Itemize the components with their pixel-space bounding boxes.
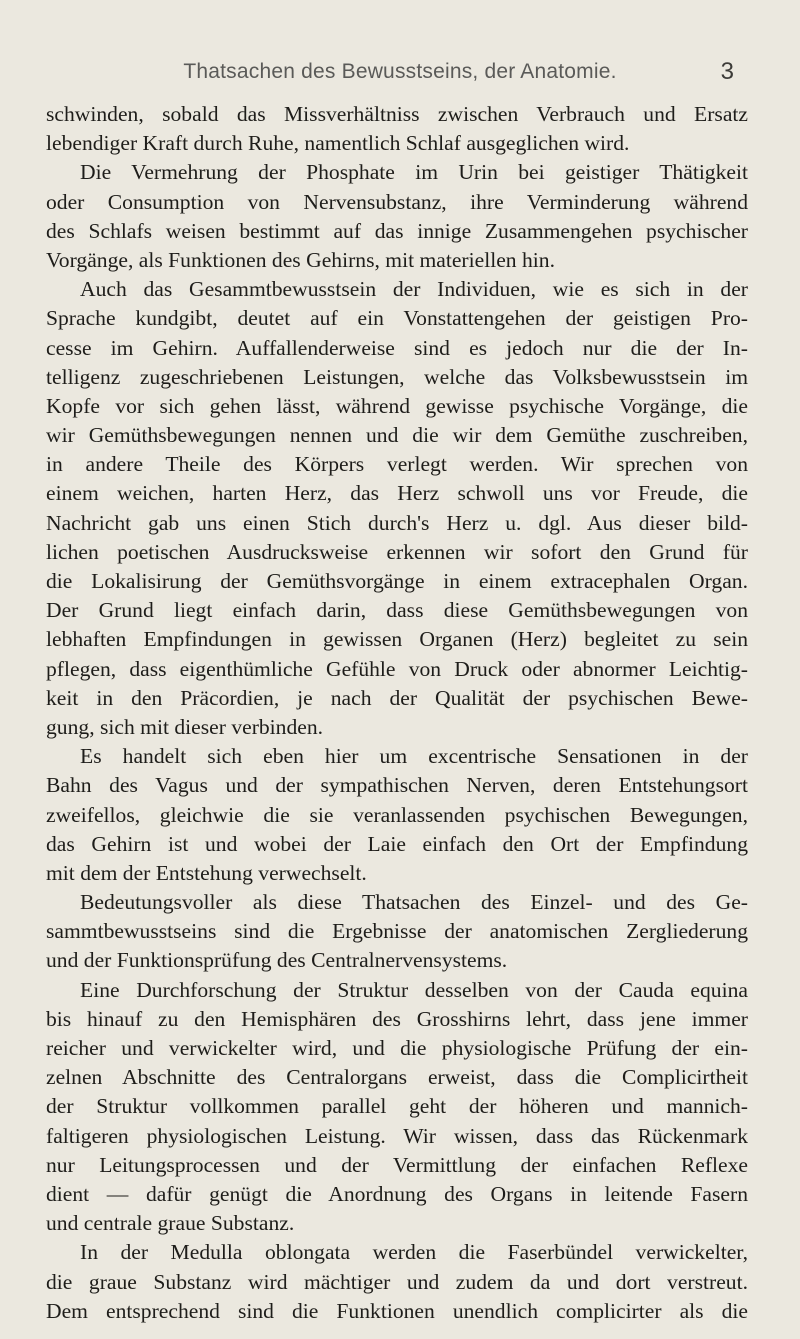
text-line: reicher und verwickelter wird, und die physiologische Prüfung der ein- bbox=[46, 1036, 748, 1060]
text-line: die graue Substanz wird mächtiger und zudem da und dort verstreut. bbox=[46, 1269, 748, 1294]
text-line: einem weichen, harten Herz, das Herz schwoll uns vor Freude, die bbox=[46, 481, 748, 506]
text-line: Dem entsprechend sind die Funktionen unendlich complicirter als die bbox=[46, 1298, 748, 1323]
running-head: Thatsachen des Bewusstseins, der Anatomie. bbox=[183, 60, 617, 83]
text-line: die Lokalisirung der Gemüthsvorgänge in einem extracephalen Organ. bbox=[46, 569, 748, 593]
text-line: in andere Theile des Körpers verlegt werden. Wir sprechen von bbox=[46, 452, 748, 477]
text-line: telligenz zugeschriebenen Leistungen, welche das Volksbewusstsein im bbox=[46, 364, 748, 389]
text-line: keit in den Präcordien, je nach der Qualität der psychischen Bewe- bbox=[46, 685, 748, 710]
text-line: das Gehirn ist und wobei der Laie einfach den Ort der Empfindung bbox=[46, 831, 748, 856]
text-line: Die Vermehrung der Phosphate im Urin bei geistiger Thätigkeit bbox=[80, 160, 748, 185]
text-line: Der Grund liegt einfach darin, dass diese Gemüthsbewegungen von bbox=[46, 598, 748, 623]
text-line: zelnen Abschnitte des Centralorgans erweist, dass die Complicirtheit bbox=[46, 1065, 748, 1090]
text-line: Vorgänge, als Funktionen des Gehirns, mit materiellen hin. bbox=[46, 247, 555, 272]
page-header bbox=[0, 58, 800, 88]
text-line: sammtbewusstseins sind die Ergebnisse der anatomischen Zergliederung bbox=[46, 919, 748, 944]
text-line: Bahn des Vagus und der sympathischen Nerven, deren Entstehungsort bbox=[46, 773, 748, 798]
text-line: und centrale graue Substanz. bbox=[46, 1211, 295, 1236]
text-line: dient — dafür genügt die Anordnung des Organs in leitende Fasern bbox=[46, 1181, 748, 1206]
text-line: Kopfe vor sich gehen lässt, während gewisse psychische Vorgänge, die bbox=[46, 393, 748, 418]
text-line: pflegen, dass eigenthümliche Gefühle von Druck oder abnormer Leichtig- bbox=[46, 656, 748, 681]
text-line: In der Medulla oblongata werden die Faserbündel verwickelter, bbox=[80, 1240, 748, 1265]
text-line: gung, sich mit dieser verbinden. bbox=[46, 714, 324, 739]
text-line: Es handelt sich eben hier um excentrische Sensationen in der bbox=[80, 744, 748, 769]
text-line: cesse im Gehirn. Auffallenderweise sind es jedoch nur die der In- bbox=[46, 335, 748, 360]
text-line: lebendiger Kraft durch Ruhe, namentlich Schlaf ausgeglichen wird. bbox=[46, 131, 630, 156]
text-line: lichen poetischen Ausdrucksweise erkennen wir sofort den Grund für bbox=[46, 539, 748, 564]
text-line: Nachricht gab uns einen Stich durch's Herz u. dgl. Aus dieser bild- bbox=[46, 510, 748, 535]
text-line: des Schlafs weisen bestimmt auf das innige Zusammengehen psychischer bbox=[46, 218, 748, 243]
text-line: oder Consumption von Nervensubstanz, ihre Verminderung während bbox=[46, 189, 748, 214]
text-line: Eine Durchforschung der Struktur desselben von der Cauda equina bbox=[80, 977, 748, 1002]
text-line: zweifellos, gleichwie die sie veranlassenden psychischen Bewegungen, bbox=[46, 802, 748, 827]
text-line: Auch das Gesammtbewusstsein der Individuen, wie es sich in der bbox=[80, 277, 748, 302]
text-line: Bedeutungsvoller als diese Thatsachen des Einzel- und des Ge- bbox=[80, 890, 748, 915]
text-line: faltigeren physiologischen Leistung. Wir wissen, dass das Rückenmark bbox=[46, 1123, 748, 1148]
text-line: lebhaften Empfindungen in gewissen Organen (Herz) begleitet zu sein bbox=[46, 627, 748, 652]
body-text bbox=[46, 100, 748, 1326]
page-number: 3 bbox=[720, 58, 734, 85]
text-line: nur Leitungsprocessen und der Vermittlung der einfachen Reflexe bbox=[46, 1152, 748, 1177]
text-line: mit dem der Entstehung verwechselt. bbox=[46, 860, 367, 885]
text-line: schwinden, sobald das Missverhältniss zwischen Verbrauch und Ersatz bbox=[46, 102, 748, 126]
text-line: wir Gemüthsbewegungen nennen und die wir dem Gemüthe zuschreiben, bbox=[46, 423, 748, 448]
text-line: Sprache kundgibt, deutet auf ein Vonstattengehen der geistigen Pro- bbox=[46, 306, 748, 331]
text-line: der Struktur vollkommen parallel geht der höheren und mannich- bbox=[46, 1094, 748, 1119]
text-line: und der Funktionsprüfung des Centralnervensystems. bbox=[46, 948, 508, 973]
text-line: bis hinauf zu den Hemisphären des Grosshirns lehrt, dass jene immer bbox=[46, 1006, 748, 1031]
